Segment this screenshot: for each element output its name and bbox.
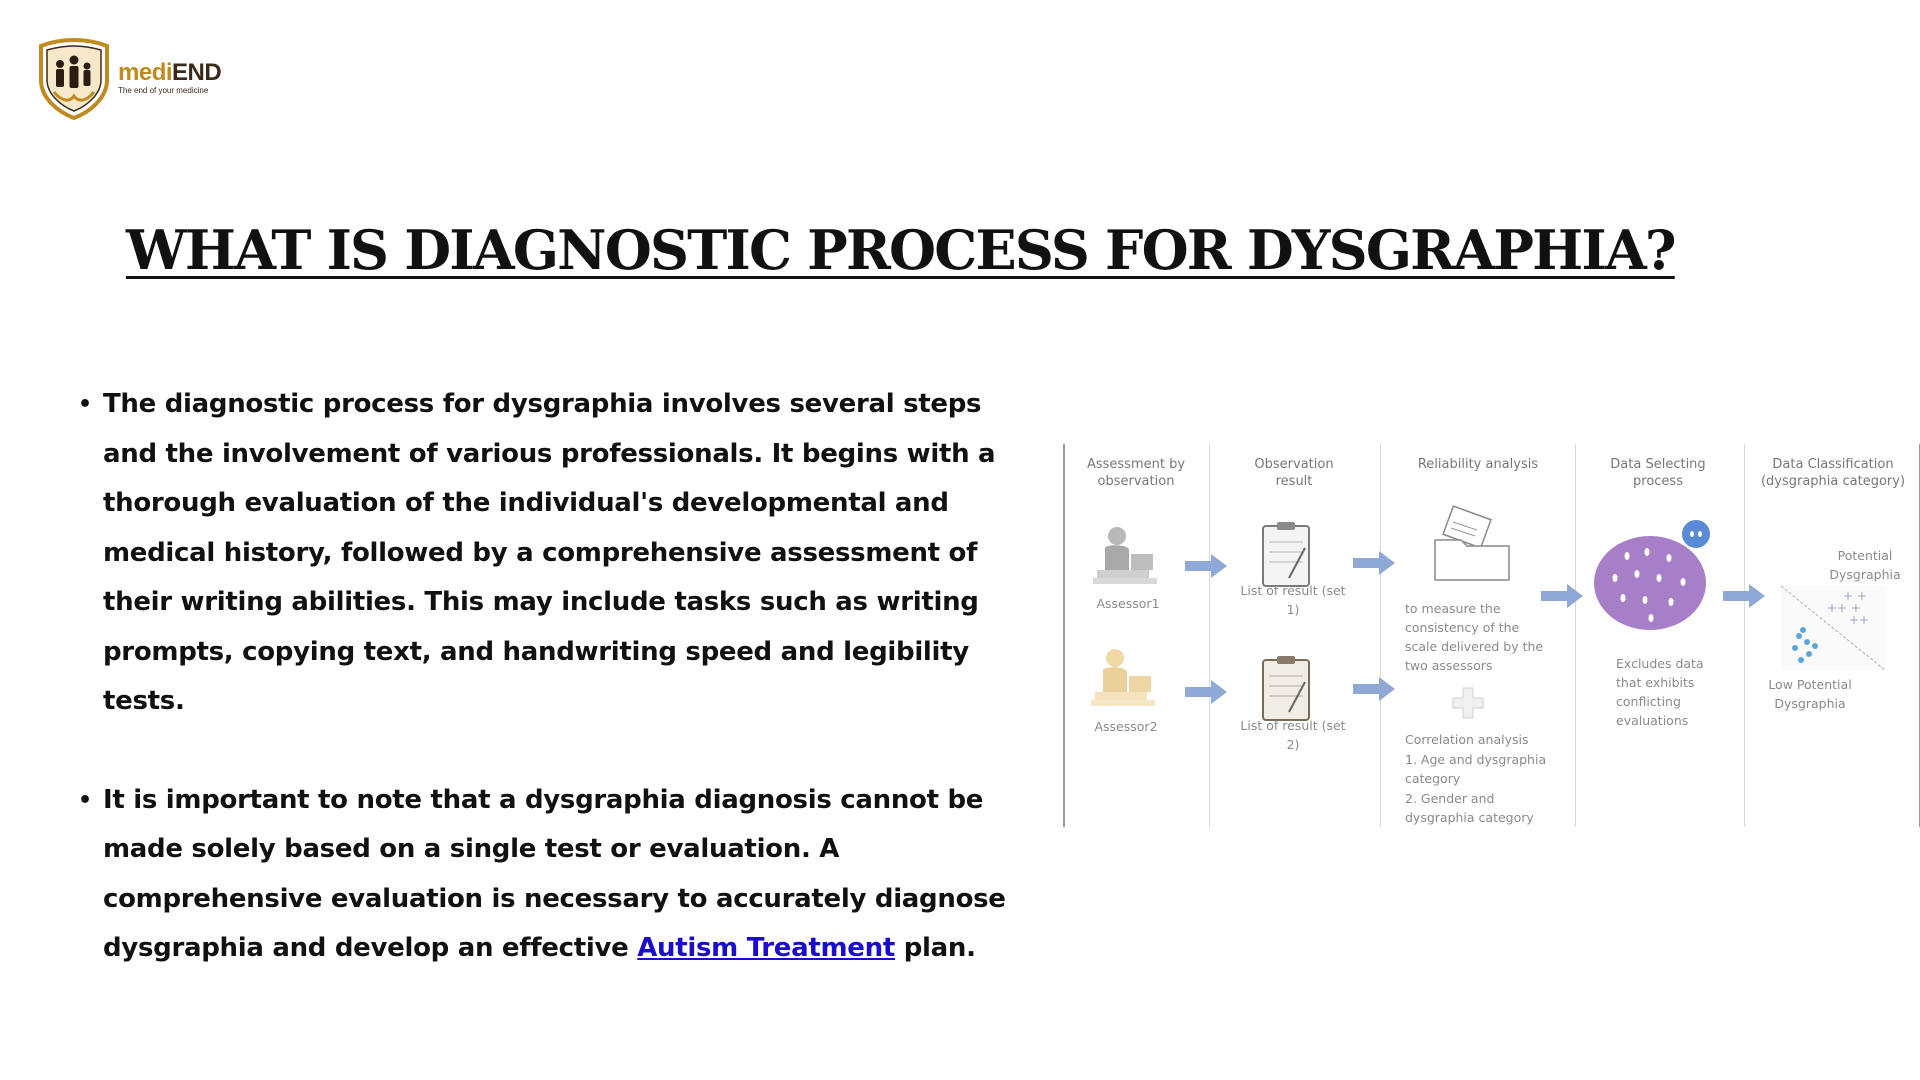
column-header: Data Classification (dysgraphia category) (1760, 457, 1906, 489)
logo-name-medi: medi (118, 59, 173, 86)
bullet-list (78, 380, 1038, 974)
clipboard-icon (1259, 654, 1315, 724)
excludes-note: Excludes data that exhibits conflicting evaluations (1616, 656, 1704, 728)
bullet-text: The diagnostic process for dysgraphia involves several steps and the involvement of various professionals. It begins with a thorough evaluation of the individual's developmental and medical history, followed by a comprehensive assessment of their writing abilities. This may include tasks such as writing prompts, copying text, and handwriting speed and legibility tests. (103, 389, 996, 716)
reliability-note: to measure the consistency of the scale delivered by the two assessors (1405, 601, 1544, 673)
bullet-text-end: plan. (894, 933, 976, 963)
bullet-marker: • (78, 392, 92, 417)
assessor1-icon (1083, 522, 1173, 594)
autism-treatment-link[interactable]: Autism Treatment (637, 933, 895, 963)
bullet-item (78, 380, 1038, 727)
svg-text:++: ++ (1849, 613, 1870, 627)
column-divider (1744, 444, 1745, 827)
potential-dysgraphia-label: Potential Dysgraphia (1829, 548, 1901, 582)
family-shield-icon (36, 36, 112, 120)
column-divider (1575, 444, 1576, 827)
column-header: Observation result (1254, 457, 1334, 489)
column-divider (1380, 444, 1381, 827)
correlation-analysis: Correlation analysis 1. Age and dysgraphia category 2. Gender and dysgraphia category (1405, 732, 1547, 825)
assessor2-icon (1081, 644, 1171, 716)
result1-label: List of result (set 1) (1240, 583, 1346, 617)
arrow-right-icon (1353, 677, 1395, 701)
arrow-right-icon (1185, 680, 1227, 704)
assessor1-label: Assessor1 (1096, 596, 1160, 611)
diagram-border (1063, 444, 1065, 827)
column-header: Assessment by observation (1086, 457, 1186, 489)
mediend-logo[interactable] (36, 36, 226, 120)
page-title: WHAT IS DIAGNOSTIC PROCESS FOR DYSGRAPHIA? (126, 218, 1675, 282)
svg-text:++ +: ++ + (1827, 601, 1861, 615)
logo-name-end: END (172, 59, 222, 86)
plus-icon (1451, 686, 1485, 720)
assessor2-label: Assessor2 (1094, 719, 1158, 734)
logo-wordmark (118, 61, 221, 85)
bullet-marker: • (78, 787, 92, 813)
low-potential-label: Low Potential Dysgraphia (1768, 677, 1852, 711)
diagnostic-process-diagram (1063, 444, 1920, 827)
data-cluster-icon (1587, 516, 1737, 634)
result2-label: List of result (set 2) (1240, 718, 1346, 752)
document-folder-icon (1427, 504, 1517, 584)
bullet-text: It is important to note that a dysgraphia diagnosis cannot be made solely based on a single test or evaluation. A comprehensive evaluation is necessary to accurately diagnose dysgraphia and develop an effective (103, 784, 1006, 963)
svg-text:+ +: + + (1843, 589, 1867, 603)
clipboard-icon (1259, 520, 1315, 590)
column-divider (1209, 444, 1210, 827)
arrow-right-icon (1185, 554, 1227, 578)
column-header: Reliability analysis (1417, 457, 1539, 472)
arrow-right-icon (1353, 551, 1395, 575)
column-header: Data Selecting process (1610, 457, 1706, 489)
arrow-right-icon (1541, 584, 1583, 608)
logo-tagline: The end of your medicine (118, 86, 209, 95)
arrow-right-icon (1723, 584, 1765, 608)
classification-scatter-icon (1779, 584, 1889, 674)
bullet-item (78, 776, 1038, 974)
